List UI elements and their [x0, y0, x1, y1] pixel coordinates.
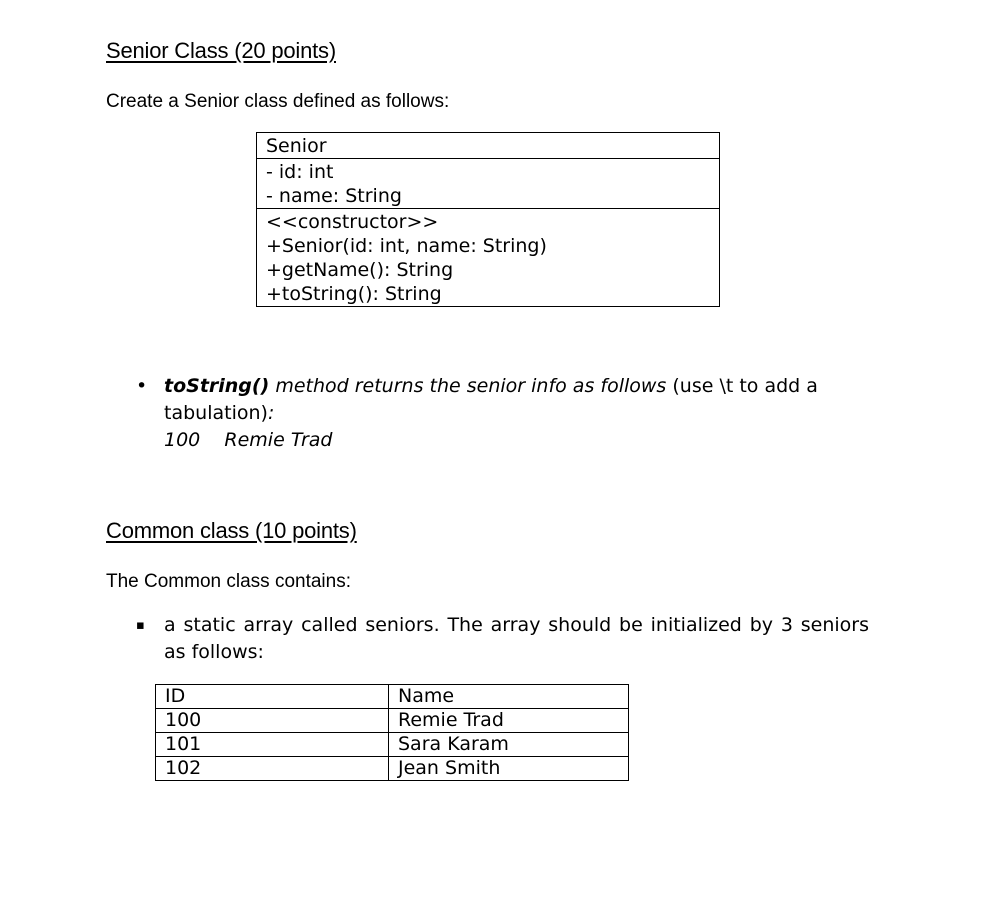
senior-class-intro: Create a Senior class defined as follows:: [106, 91, 450, 112]
table-header-cell: ID: [156, 685, 389, 709]
uml-class-name: Senior: [266, 135, 327, 157]
table-row: [156, 757, 629, 781]
bullet-italic-text: method returns the senior info as follows: [269, 375, 667, 397]
seniors-array-text: a static array called seniors. The array should be initialized by 3 seniors as follows:: [164, 614, 869, 663]
table-cell: Sara Karam: [389, 733, 629, 757]
seniors-table: [155, 684, 629, 781]
uml-method: +Senior(id: int, name: String): [266, 235, 547, 257]
table-cell: Remie Trad: [389, 709, 629, 733]
table-header-cell: Name: [389, 685, 629, 709]
uml-attributes-section: [257, 158, 719, 208]
uml-class-name-section: [257, 133, 719, 158]
common-class-intro: The Common class contains:: [106, 571, 351, 592]
table-cell: 102: [156, 757, 389, 781]
uml-method: <<constructor>>: [266, 211, 439, 233]
senior-class-heading: Senior Class (20 points): [106, 38, 336, 63]
seniors-array-bullet: [136, 612, 869, 666]
table-row: [156, 709, 629, 733]
round-bullet-icon: •: [136, 375, 148, 397]
common-class-heading: Common class (10 points): [106, 518, 357, 543]
uml-methods-section: [257, 208, 719, 306]
bullet-colon: :: [267, 402, 275, 424]
uml-attribute: - id: int: [266, 161, 334, 183]
table-cell: 100: [156, 709, 389, 733]
table-cell: 101: [156, 733, 389, 757]
tostring-bullet: [136, 373, 876, 454]
uml-method: +getName(): String: [266, 259, 454, 281]
table-header-row: [156, 685, 629, 709]
uml-method: +toString(): String: [266, 283, 442, 305]
square-bullet-icon: ▪: [136, 618, 145, 633]
bullet-plain-text: (use \t to add a tabulation): [164, 375, 818, 424]
method-name: toString(): [164, 375, 270, 397]
sample-output: 100 Remie Trad: [164, 429, 333, 451]
table-row: [156, 733, 629, 757]
table-cell: Jean Smith: [389, 757, 629, 781]
uml-attribute: - name: String: [266, 185, 402, 207]
senior-uml-diagram: [256, 132, 720, 307]
